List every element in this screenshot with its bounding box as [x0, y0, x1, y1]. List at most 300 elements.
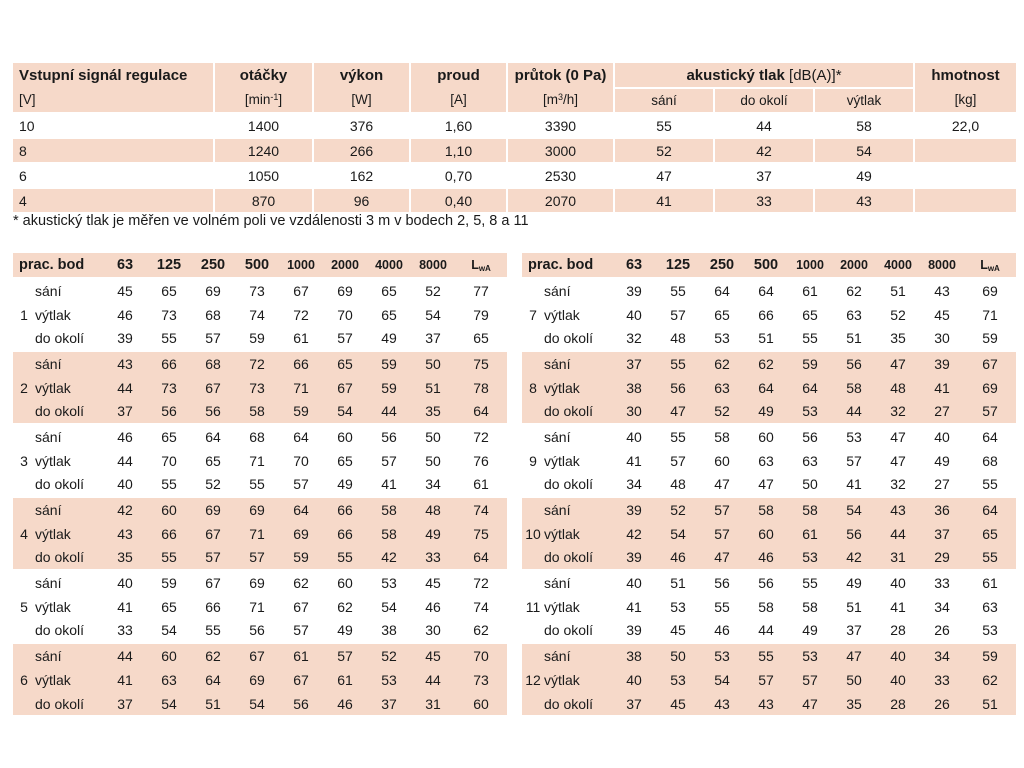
band-value: 62 — [337, 598, 353, 615]
band-value: 46 — [337, 695, 353, 712]
band-value: 68 — [235, 423, 279, 449]
band-value: 51 — [758, 330, 774, 347]
operating-point-number: 2 — [20, 379, 28, 396]
band-value: 60 — [473, 695, 489, 712]
band-value: 51 — [876, 277, 920, 303]
band-value: 59 — [982, 330, 998, 347]
band-value: 55 — [337, 549, 353, 566]
band-value: 47 — [758, 476, 774, 493]
band-row — [522, 569, 1016, 595]
spec-cell-inlet: 47 — [615, 162, 715, 187]
band-value: 77 — [455, 277, 507, 303]
band-value: 59 — [293, 549, 309, 566]
spec-cell-weight — [915, 162, 1016, 187]
band-value: 57 — [323, 642, 367, 668]
band-value: 41 — [934, 379, 950, 396]
operating-point-number — [522, 619, 544, 643]
band-row — [13, 303, 507, 327]
band-value: 37 — [117, 695, 133, 712]
band-value: 26 — [934, 622, 950, 639]
band-value: 65 — [473, 330, 489, 347]
band-value: 30 — [626, 403, 642, 420]
band-value: 66 — [337, 525, 353, 542]
band-row — [13, 522, 507, 546]
measurement-kind: sání — [544, 496, 612, 522]
band-value: 46 — [117, 306, 133, 323]
band-value: 61 — [788, 277, 832, 303]
measurement-kind: výtlak — [35, 598, 71, 615]
band-value: 33 — [934, 671, 950, 688]
band-value: 62 — [473, 622, 489, 639]
band-value: 52 — [714, 403, 730, 420]
operating-point-number: 4 — [20, 525, 28, 542]
band-value: 40 — [876, 569, 920, 595]
spec-row — [13, 137, 1016, 162]
spec-cell-airflow: 2530 — [508, 162, 615, 187]
band-value: 53 — [802, 549, 818, 566]
band-value: 70 — [293, 452, 309, 469]
band-value: 49 — [425, 525, 441, 542]
band-value: 55 — [714, 598, 730, 615]
spec-cell-weight — [915, 187, 1016, 212]
band-value: 57 — [337, 330, 353, 347]
band-value: 59 — [381, 379, 397, 396]
band-value: 55 — [656, 277, 700, 303]
measurement-kind: do okolí — [544, 403, 594, 420]
band-value: 30 — [425, 622, 441, 639]
band-value: 48 — [411, 496, 455, 522]
operating-point-number: 3 — [20, 452, 28, 469]
measurement-kind: výtlak — [35, 379, 71, 396]
band-value: 67 — [205, 525, 221, 542]
band-value: 72 — [235, 350, 279, 376]
operating-point-number — [522, 326, 544, 350]
band-value: 61 — [337, 671, 353, 688]
band-value: 69 — [191, 496, 235, 522]
band-value: 58 — [700, 423, 744, 449]
band-value: 64 — [700, 277, 744, 303]
measurement-kind: do okolí — [35, 476, 85, 493]
band-value: 62 — [279, 569, 323, 595]
band-value: 65 — [802, 306, 818, 323]
band-value: 54 — [425, 306, 441, 323]
band-value: 72 — [293, 306, 309, 323]
band-value: 39 — [612, 277, 656, 303]
band-value: 70 — [161, 452, 177, 469]
band-value: 49 — [802, 622, 818, 639]
band-value: 38 — [381, 622, 397, 639]
band-value: 59 — [964, 642, 1016, 668]
unit-surroundings: do okolí — [715, 87, 815, 112]
hdr-band: 2000 — [331, 258, 359, 272]
band-value: 57 — [982, 403, 998, 420]
band-value: 52 — [411, 277, 455, 303]
band-value: 55 — [802, 330, 818, 347]
band-value: 39 — [117, 330, 133, 347]
spec-cell-surroundings: 44 — [715, 112, 815, 137]
band-value: 49 — [337, 476, 353, 493]
measurement-kind: do okolí — [35, 330, 85, 347]
band-value: 73 — [161, 306, 177, 323]
band-value: 40 — [117, 476, 133, 493]
operating-point-number — [13, 619, 35, 643]
band-value: 61 — [473, 476, 489, 493]
band-value: 76 — [473, 452, 489, 469]
footnote: * akustický tlak je měřen ve volném poli ve vzdálenosti 3 m v bodech 2, 5, 8 a 11 — [13, 213, 529, 229]
band-value: 54 — [161, 695, 177, 712]
band-value: 58 — [846, 379, 862, 396]
operating-point-number — [522, 642, 544, 668]
band-value: 58 — [802, 598, 818, 615]
band-value: 53 — [982, 622, 998, 639]
band-value: 49 — [758, 403, 774, 420]
spec-cell-weight: 22,0 — [915, 112, 1016, 137]
band-value: 61 — [293, 330, 309, 347]
band-value: 67 — [293, 598, 309, 615]
spec-cell-inlet: 55 — [615, 112, 715, 137]
band-value: 60 — [147, 496, 191, 522]
band-value: 57 — [700, 496, 744, 522]
measurement-kind: výtlak — [544, 452, 580, 469]
band-value: 53 — [802, 403, 818, 420]
band-value: 45 — [934, 306, 950, 323]
band-value: 62 — [191, 642, 235, 668]
band-value: 59 — [788, 350, 832, 376]
band-value: 62 — [982, 671, 998, 688]
band-value: 34 — [425, 476, 441, 493]
band-value: 78 — [473, 379, 489, 396]
band-value: 54 — [337, 403, 353, 420]
band-value: 79 — [473, 306, 489, 323]
measurement-kind: sání — [35, 642, 103, 668]
band-value: 37 — [934, 525, 950, 542]
band-value: 53 — [832, 423, 876, 449]
spec-cell-power: 162 — [314, 162, 411, 187]
band-value: 40 — [612, 569, 656, 595]
operating-point-number — [13, 473, 35, 497]
band-value: 35 — [890, 330, 906, 347]
band-value: 71 — [249, 525, 265, 542]
measurement-kind: výtlak — [35, 525, 71, 542]
band-value: 58 — [788, 496, 832, 522]
spec-row — [13, 112, 1016, 137]
band-value: 74 — [249, 306, 265, 323]
measurement-kind: sání — [544, 423, 612, 449]
band-value: 32 — [890, 476, 906, 493]
operating-point-number: 10 — [525, 525, 541, 542]
operating-point-number — [522, 473, 544, 497]
operating-point-number — [522, 399, 544, 423]
band-value: 58 — [249, 403, 265, 420]
measurement-kind: sání — [35, 277, 103, 303]
unit-inlet: sání — [615, 87, 715, 112]
spec-cell-signal: 6 — [13, 162, 215, 187]
measurement-kind: sání — [35, 569, 103, 595]
band-value: 67 — [191, 569, 235, 595]
operating-point-number — [13, 399, 35, 423]
band-value: 63 — [982, 598, 998, 615]
band-row — [522, 546, 1016, 570]
band-value: 47 — [714, 476, 730, 493]
band-value: 72 — [455, 569, 507, 595]
operating-point-number — [13, 692, 35, 716]
band-value: 47 — [876, 350, 920, 376]
band-value: 56 — [670, 379, 686, 396]
band-value: 69 — [235, 569, 279, 595]
band-value: 71 — [982, 306, 998, 323]
band-value: 62 — [832, 277, 876, 303]
hdr-band: 500 — [753, 257, 779, 273]
spec-cell-inlet: 52 — [615, 137, 715, 162]
hdr-band: 250 — [709, 257, 735, 273]
band-value: 37 — [117, 403, 133, 420]
band-value: 47 — [876, 423, 920, 449]
band-row — [13, 350, 507, 376]
hdr-band: 1000 — [287, 258, 315, 272]
band-row — [13, 619, 507, 643]
band-value: 56 — [700, 569, 744, 595]
spec-table — [13, 63, 1016, 212]
hdr-band: 63 — [116, 257, 134, 273]
band-value: 69 — [982, 379, 998, 396]
band-value: 39 — [626, 622, 642, 639]
band-value: 42 — [626, 525, 642, 542]
operating-point-number — [13, 350, 35, 376]
band-value: 53 — [670, 598, 686, 615]
band-value: 39 — [626, 549, 642, 566]
band-value: 69 — [293, 525, 309, 542]
band-value: 54 — [161, 622, 177, 639]
operating-point-number: 7 — [529, 306, 537, 323]
unit-speed: $[\min^{-1}]$ — [215, 87, 314, 112]
band-row — [522, 619, 1016, 643]
hdr-signal: Vstupní signál regulace — [13, 63, 215, 87]
band-row — [13, 595, 507, 619]
band-value: 56 — [367, 423, 411, 449]
band-value: 64 — [279, 423, 323, 449]
band-value: 57 — [714, 525, 730, 542]
band-value: 55 — [744, 642, 788, 668]
band-value: 60 — [323, 423, 367, 449]
band-value: 51 — [656, 569, 700, 595]
band-value: 44 — [103, 642, 147, 668]
band-value: 63 — [802, 452, 818, 469]
measurement-kind: výtlak — [35, 671, 71, 688]
band-value: 50 — [411, 423, 455, 449]
band-value: 69 — [964, 277, 1016, 303]
band-row — [13, 496, 507, 522]
band-value: 54 — [714, 671, 730, 688]
band-value: 68 — [191, 350, 235, 376]
band-value: 60 — [323, 569, 367, 595]
band-value: 56 — [293, 695, 309, 712]
measurement-kind: výtlak — [35, 306, 71, 323]
band-value: 41 — [846, 476, 862, 493]
band-value: 50 — [425, 452, 441, 469]
band-value: 39 — [920, 350, 964, 376]
hdr-band: 1000 — [796, 258, 824, 272]
band-value: 54 — [670, 525, 686, 542]
band-value: 68 — [205, 306, 221, 323]
band-value: 47 — [714, 549, 730, 566]
band-value: 49 — [832, 569, 876, 595]
band-value: 73 — [235, 277, 279, 303]
band-value: 44 — [425, 671, 441, 688]
measurement-kind: sání — [544, 642, 612, 668]
band-value: 28 — [890, 622, 906, 639]
band-value: 46 — [714, 622, 730, 639]
band-value: 61 — [279, 642, 323, 668]
band-value: 64 — [964, 423, 1016, 449]
spec-cell-surroundings: 33 — [715, 187, 815, 212]
band-value: 33 — [425, 549, 441, 566]
band-value: 70 — [337, 306, 353, 323]
band-value: 66 — [758, 306, 774, 323]
measurement-kind: výtlak — [544, 306, 580, 323]
band-value: 40 — [103, 569, 147, 595]
band-value: 66 — [279, 350, 323, 376]
band-value: 29 — [934, 549, 950, 566]
band-value: 55 — [161, 330, 177, 347]
operating-point-number — [522, 569, 544, 595]
band-value: 64 — [205, 671, 221, 688]
band-row — [522, 473, 1016, 497]
band-value: 60 — [744, 423, 788, 449]
band-value: 47 — [802, 695, 818, 712]
band-row — [522, 449, 1016, 473]
band-row — [13, 642, 507, 668]
band-value: 51 — [205, 695, 221, 712]
hdr-power: výkon — [314, 63, 411, 87]
band-value: 71 — [249, 452, 265, 469]
band-value: 70 — [455, 642, 507, 668]
operating-point-number — [522, 423, 544, 449]
band-row — [13, 473, 507, 497]
band-value: 59 — [249, 330, 265, 347]
spec-cell-outlet: 49 — [815, 162, 915, 187]
band-value: 74 — [473, 598, 489, 615]
band-row — [522, 595, 1016, 619]
band-value: 43 — [117, 525, 133, 542]
band-value: 56 — [846, 525, 862, 542]
spec-cell-signal: 10 — [13, 112, 215, 137]
band-value: 36 — [920, 496, 964, 522]
hdr-current: proud — [411, 63, 508, 87]
spec-cell-airflow: 2070 — [508, 187, 615, 212]
band-value: 35 — [846, 695, 862, 712]
band-value: 74 — [455, 496, 507, 522]
band-value: 59 — [367, 350, 411, 376]
band-row — [522, 376, 1016, 400]
band-value: 55 — [982, 476, 998, 493]
band-value: 51 — [846, 598, 862, 615]
band-value: 43 — [103, 350, 147, 376]
band-value: 64 — [279, 496, 323, 522]
operating-point-number: 1 — [20, 306, 28, 323]
operating-point-number — [13, 496, 35, 522]
band-value: 43 — [714, 695, 730, 712]
band-value: 53 — [788, 642, 832, 668]
band-value: 46 — [425, 598, 441, 615]
band-row — [13, 376, 507, 400]
band-value: 73 — [249, 379, 265, 396]
band-value: 41 — [626, 452, 642, 469]
band-value: 44 — [117, 452, 133, 469]
band-value: 71 — [249, 598, 265, 615]
band-value: 42 — [846, 549, 862, 566]
band-value: 65 — [147, 423, 191, 449]
spec-row — [13, 162, 1016, 187]
band-value: 55 — [249, 476, 265, 493]
band-table-right — [522, 253, 1016, 715]
band-value: 56 — [744, 569, 788, 595]
hdr-acoustic-unit: [dB(A)]* — [789, 66, 842, 84]
operating-point-number: 9 — [529, 452, 537, 469]
band-value: 67 — [964, 350, 1016, 376]
band-value: 55 — [161, 476, 177, 493]
measurement-kind: do okolí — [35, 549, 85, 566]
operating-point-number — [522, 546, 544, 570]
hdr-acoustic-label: akustický tlak — [686, 66, 785, 84]
measurement-kind: do okolí — [544, 695, 594, 712]
band-value: 39 — [612, 496, 656, 522]
band-value: 49 — [381, 330, 397, 347]
band-value: 72 — [455, 423, 507, 449]
band-value: 67 — [205, 379, 221, 396]
measurement-kind: sání — [35, 496, 103, 522]
band-row — [522, 668, 1016, 692]
band-value: 41 — [890, 598, 906, 615]
band-value: 47 — [670, 403, 686, 420]
band-value: 64 — [964, 496, 1016, 522]
band-value: 37 — [626, 695, 642, 712]
band-value: 45 — [670, 622, 686, 639]
band-value: 35 — [425, 403, 441, 420]
band-value: 34 — [920, 642, 964, 668]
band-value: 27 — [934, 403, 950, 420]
spec-cell-signal: 8 — [13, 137, 215, 162]
unit-signal: [V] — [13, 87, 215, 112]
band-value: 26 — [934, 695, 950, 712]
band-value: 55 — [656, 423, 700, 449]
band-value: 48 — [670, 476, 686, 493]
band-value: 40 — [876, 642, 920, 668]
spec-cell-current: 1,10 — [411, 137, 508, 162]
band-value: 55 — [656, 350, 700, 376]
band-row — [13, 423, 507, 449]
hdr-band: 4000 — [375, 258, 403, 272]
band-row — [522, 277, 1016, 303]
band-value: 57 — [381, 452, 397, 469]
measurement-kind: sání — [544, 350, 612, 376]
band-value: 67 — [293, 671, 309, 688]
band-value: 52 — [890, 306, 906, 323]
band-value: 37 — [846, 622, 862, 639]
band-value: 50 — [411, 350, 455, 376]
operating-point-number: 5 — [20, 598, 28, 615]
band-value: 57 — [758, 671, 774, 688]
band-value: 53 — [381, 671, 397, 688]
band-value: 42 — [381, 549, 397, 566]
operating-point-number: 12 — [525, 671, 541, 688]
measurement-kind: výtlak — [544, 598, 580, 615]
operating-point-number — [522, 350, 544, 376]
band-value: 63 — [161, 671, 177, 688]
band-value: 32 — [626, 330, 642, 347]
spec-cell-inlet: 41 — [615, 187, 715, 212]
hdr-operating-point: prac. bod — [528, 257, 594, 273]
band-value: 54 — [832, 496, 876, 522]
